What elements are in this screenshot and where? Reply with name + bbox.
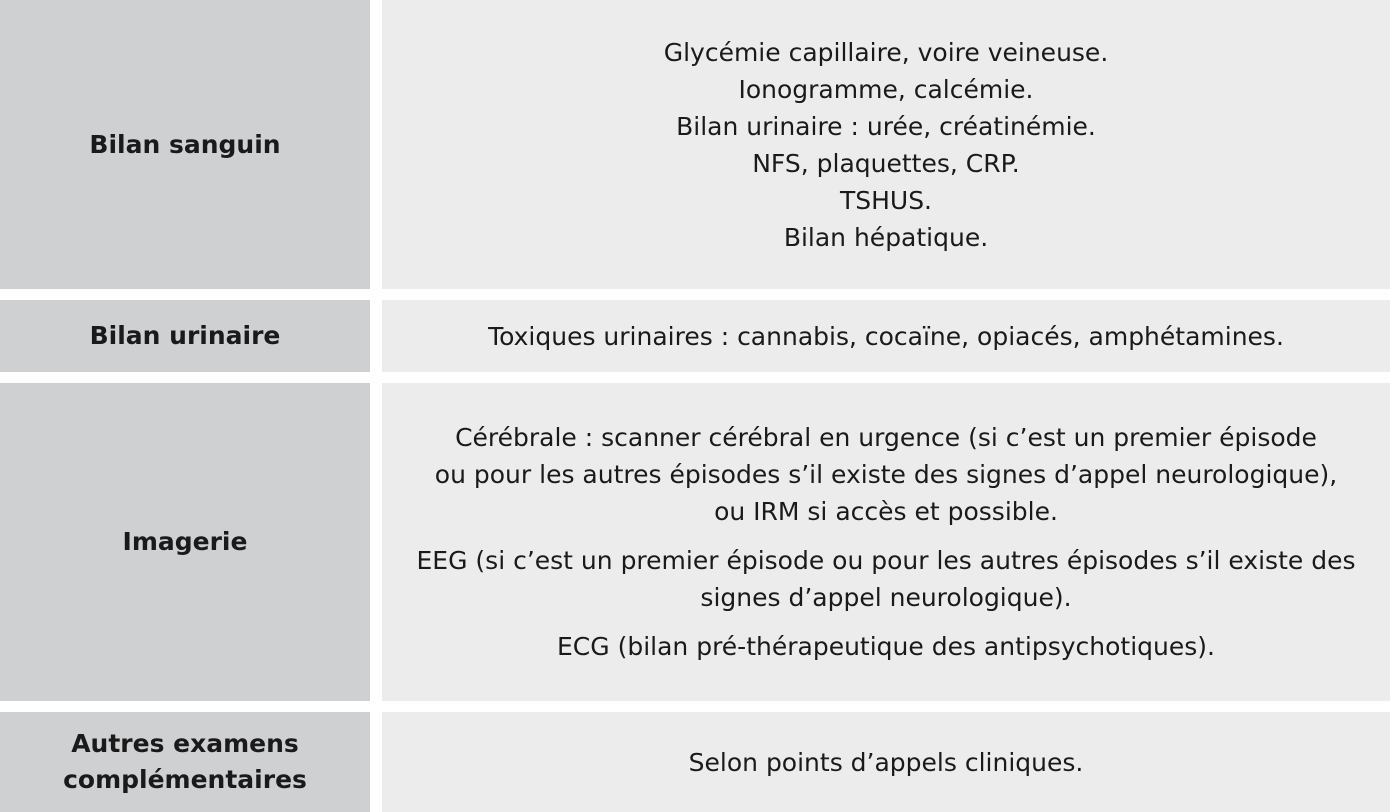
table-row-autres-examens: [0, 712, 1390, 812]
content-paragraph: [488, 318, 1284, 355]
row-label: Bilan sanguin: [89, 129, 281, 159]
row-label: Autres examens: [71, 729, 299, 758]
content-paragraph: [417, 542, 1356, 616]
row-content-cell: [382, 712, 1390, 812]
content-line: ou pour les autres épisodes s’il existe des signes d’appel neurologique),: [434, 460, 1338, 489]
row-label-cell: [0, 0, 370, 289]
row-label: Imagerie: [122, 527, 248, 556]
content-line: EEG (si c’est un premier épisode ou pour les autres épisodes s’il existe des: [416, 546, 1356, 575]
content-line: Ionogramme, calcémie.: [738, 74, 1034, 104]
content-paragraph: [435, 419, 1337, 530]
content-paragraph: [664, 34, 1109, 256]
content-line: Bilan hépatique.: [783, 222, 989, 252]
content-line: Toxiques urinaires : cannabis, cocaïne, opiacés, amphétamines.: [488, 321, 1284, 351]
table-row-imagerie: [0, 383, 1390, 701]
content-line: Bilan urinaire : urée, créatinémie.: [676, 111, 1096, 141]
content-line: Glycémie capillaire, voire veineuse.: [663, 37, 1109, 67]
content-paragraph: [689, 744, 1084, 781]
content-paragraph: [557, 628, 1215, 665]
row-label: complémentaires: [63, 765, 307, 794]
content-line: NFS, plaquettes, CRP.: [752, 148, 1020, 178]
row-label-cell: [0, 712, 370, 812]
content-line: Cérébrale : scanner cérébral en urgence (si c’est un premier épisode: [455, 423, 1317, 452]
row-content-cell: [382, 0, 1390, 289]
table-row-bilan-urinaire: [0, 300, 1390, 372]
row-label-cell: [0, 383, 370, 701]
table-row-bilan-sanguin: [0, 0, 1390, 289]
content-line: TSHUS.: [839, 185, 933, 215]
content-line: Selon points d’appels cliniques.: [688, 747, 1084, 777]
row-label-cell: [0, 300, 370, 372]
row-content-cell: [382, 300, 1390, 372]
content-line: signes d’appel neurologique).: [700, 583, 1072, 612]
content-line: ECG (bilan pré-thérapeutique des antipsychotiques).: [557, 632, 1215, 661]
content-line: ou IRM si accès et possible.: [714, 497, 1058, 526]
row-content-cell: [382, 383, 1390, 701]
row-label: Bilan urinaire: [89, 321, 281, 350]
